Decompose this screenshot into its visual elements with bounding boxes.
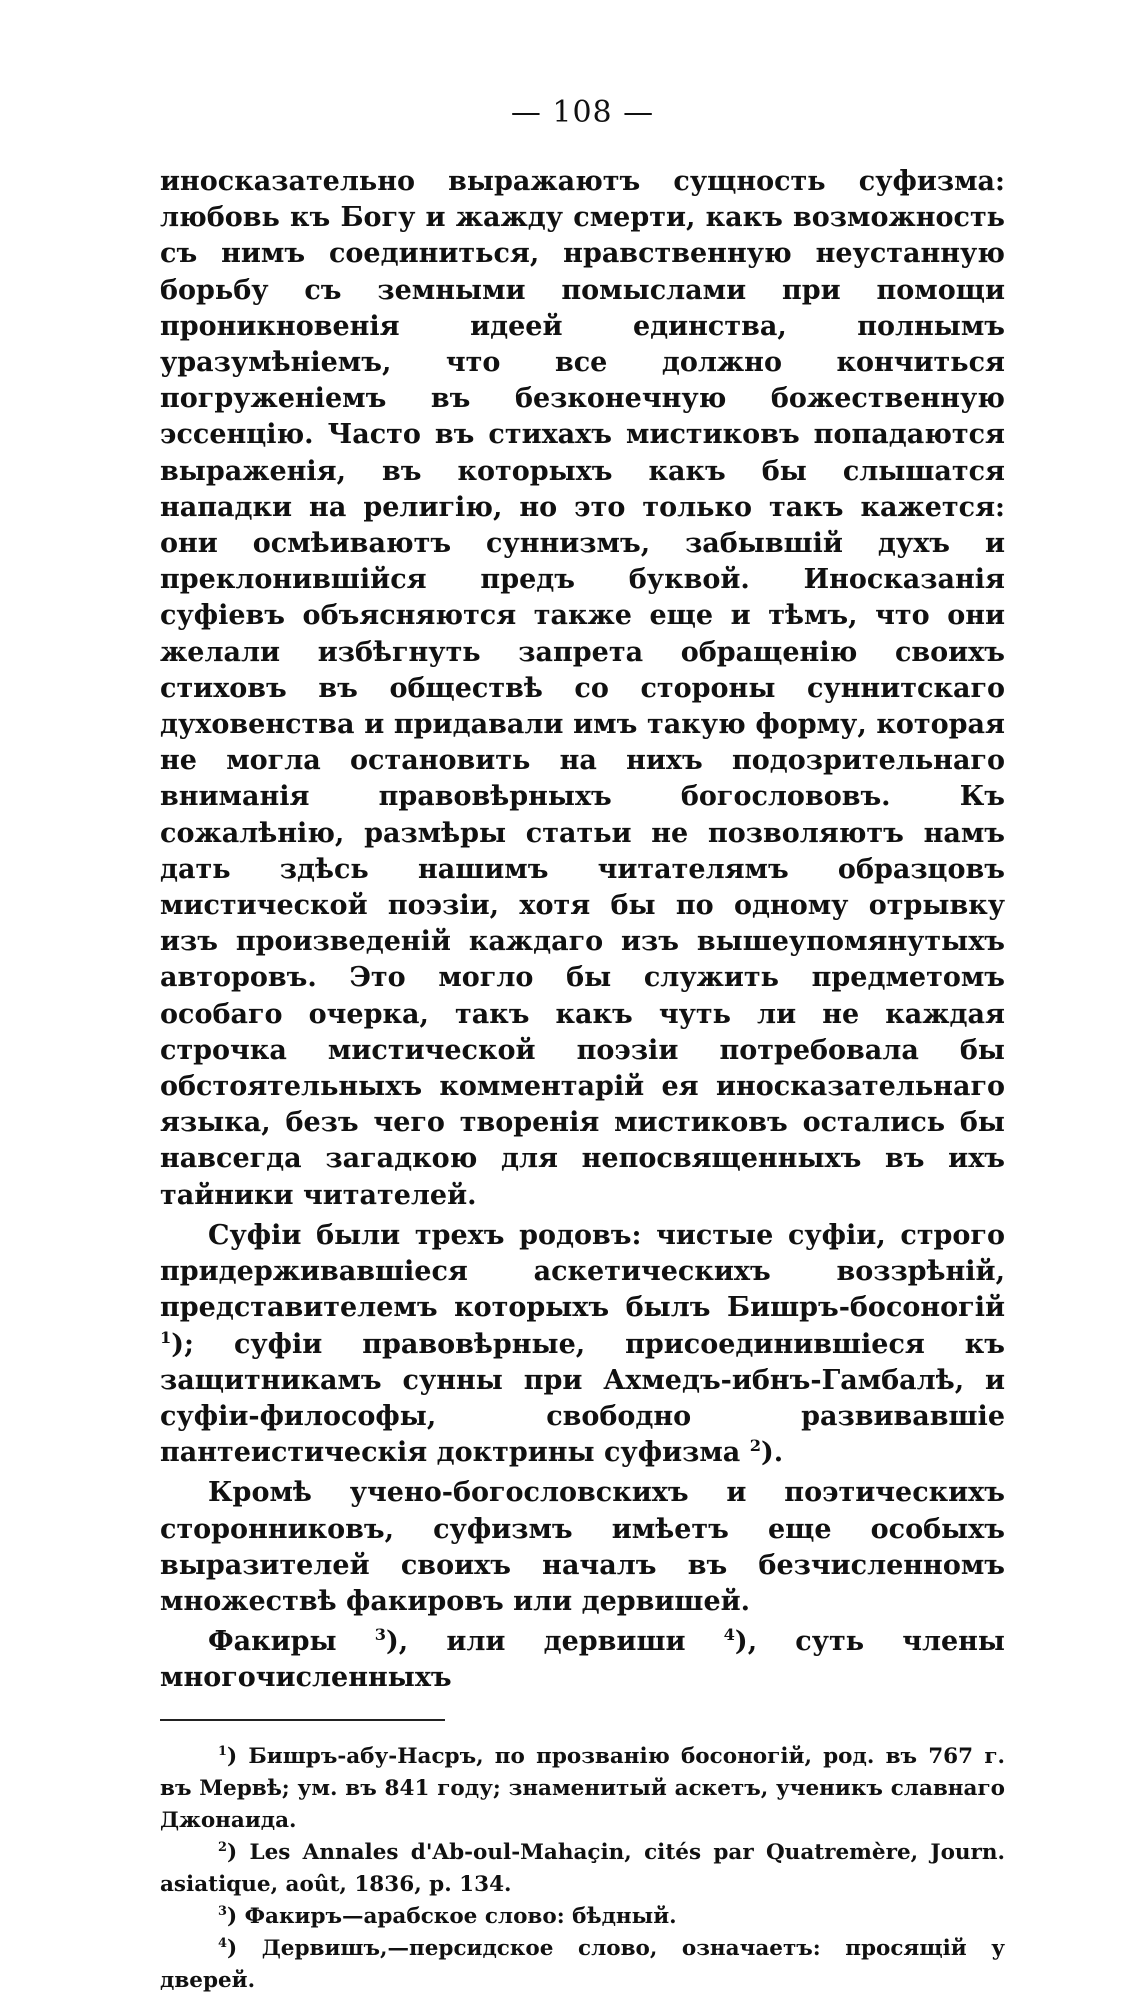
footnote-text: ) Les Annales d'Ab-oul-Mahaçin, cités par Quatremère, Journ. asiatique, août, 1836, p. 134. (160, 1839, 1005, 1897)
book-page (160, 95, 1005, 1997)
footnote-ref-2: 2 (749, 1436, 761, 1456)
paragraph-3: Кромѣ учено-богословскихъ и поэтическихъ сторонниковъ, суфизмъ имѣетъ еще особыхъ выразителей своихъ началъ въ безчисленномъ множествѣ факировъ или дервишей. (160, 1477, 1005, 1617)
paragraph-4-part-3: ), суть члены многочисленныхъ (160, 1626, 1006, 1694)
page-number: — 108 — (510, 95, 655, 130)
footnote-marker: 2 (218, 1839, 227, 1855)
footnote-3 (160, 1901, 1005, 1933)
paragraph-4 (160, 1624, 1005, 1696)
main-text (160, 164, 1005, 1697)
footnote-4 (160, 1933, 1005, 1997)
footnote-marker: 1 (218, 1743, 227, 1759)
paragraph-2-part-1: Суфіи были трехъ родовъ: чистые суфіи, строго придерживавшіеся аскетическихъ воззрѣній, представителемъ которыхъ былъ Бишръ-босоногій (160, 1219, 1005, 1324)
footnote-marker: 4 (218, 1935, 227, 1951)
footnotes (160, 1741, 1005, 1997)
footnote-ref-4: 4 (723, 1625, 735, 1645)
paragraph-2-part-2: ); суфіи правовѣрные, присоединившіеся къ защитникамъ сунны при Ахмедъ-ибнъ-Гамбалѣ, и суфіи-философы, свободно развивавшіе пантеистическія доктрины суфизма (160, 1328, 1005, 1469)
paragraph-1: иносказательно выражаютъ сущность суфизма: любовь къ Богу и жажду смерти, какъ возможность съ нимъ соединиться, нравственную неустанную борьбу съ земными помыслами при помощи проникновенія идеей единства, полнымъ уразумѣніемъ, что все должно кончиться погруженіемъ въ безконечную божественную эссенцію. Часто въ стихахъ мистиковъ попадаются выраженія, въ которыхъ какъ бы слышатся нападки на религію, но это только такъ кажется: они осмѣиваютъ суннизмъ, забывшій духъ и преклонившійся предъ буквой. Иносказанія суфіевъ объясняются также еще и тѣмъ, что они желали избѣгнуть запрета обращенію своихъ стиховъ въ обществѣ со стороны суннитскаго духовенства и придавали имъ такую форму, которая не могла остановить на нихъ подозрительнаго вниманія правовѣрныхъ богослововъ. Къ сожалѣнію, размѣры статьи не позволяютъ намъ дать здѣсь нашимъ читателямъ образцовъ мистической поэзіи, хотя бы по одному отрывку изъ произведеній каждаго изъ вышеупомянутыхъ авторовъ. Это могло бы служить предметомъ особаго очерка, такъ какъ чуть ли не каждая строчка мистической поэзіи потребовала бы обстоятельныхъ комментарій ея иносказательнаго языка, безъ чего творенія мистиковъ остались бы навсегда загадкою для непосвященныхъ въ ихъ тайники читателей. (160, 166, 1005, 1211)
paragraph-4-part-2: ), или дервиши (386, 1626, 724, 1658)
footnote-ref-3: 3 (374, 1625, 387, 1645)
footnote-marker: 3 (218, 1903, 227, 1919)
footnote-2 (160, 1837, 1005, 1901)
footnote-text: ) Бишръ-абу-Насръ, по прозванію босоногій, род. въ 767 г. въ Мервѣ; ум. въ 841 году; знаменитый аскетъ, ученикъ славнаго Джонаида. (160, 1743, 1005, 1833)
paragraph-2 (160, 1218, 1005, 1471)
footnote-text: ) Факиръ—арабское слово: бѣдный. (226, 1903, 677, 1929)
footnote-text: ) Дервишъ,—персидское слово, означаетъ: просящій у дверей. (160, 1935, 1005, 1993)
paragraph-4-part-1: Факиры (208, 1626, 375, 1658)
footnote-ref-1: 1 (160, 1327, 172, 1347)
footnote-1 (160, 1741, 1005, 1837)
paragraph-2-part-3: ). (760, 1437, 784, 1469)
